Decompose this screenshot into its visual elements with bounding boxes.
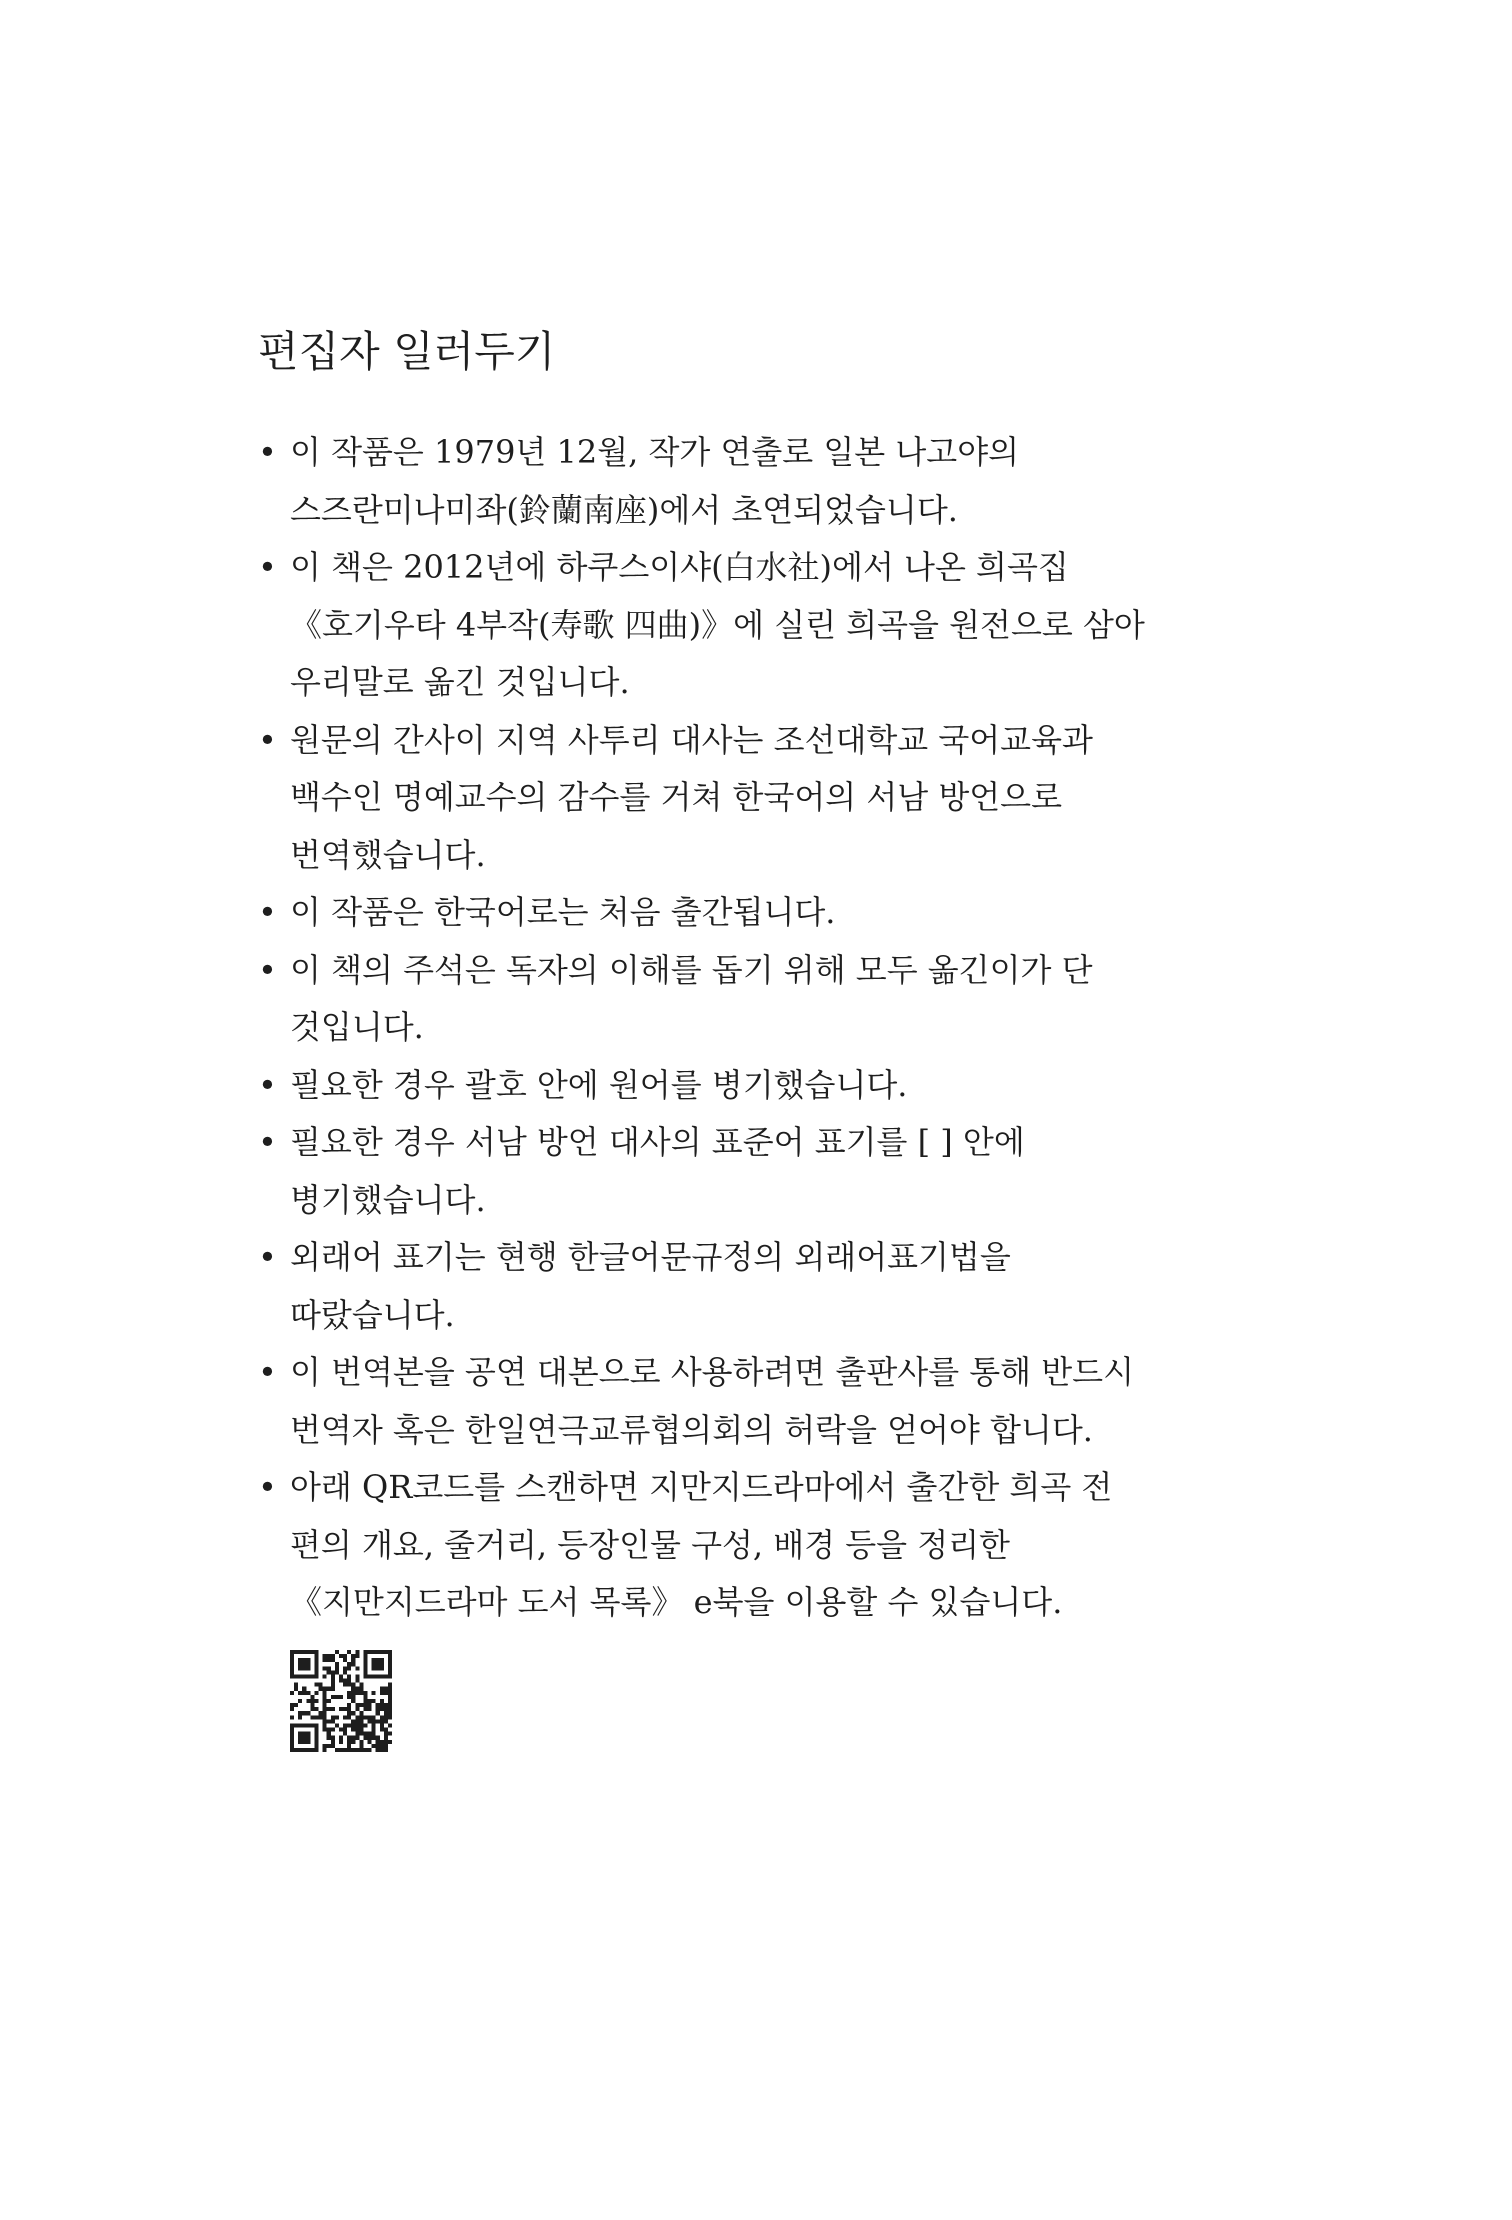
note-line: 필요한 경우 서남 방언 대사의 표준어 표기를 [ ] 안에 bbox=[290, 1123, 1025, 1161]
bullet-icon: • bbox=[258, 720, 277, 759]
qr-code-icon[interactable] bbox=[290, 1650, 392, 1752]
bullet-icon: • bbox=[258, 433, 277, 471]
note-line: 번역했습니다. bbox=[290, 835, 486, 874]
note-line: 원문의 간사이 지역 사투리 대사는 조선대학교 국어교육과 bbox=[290, 720, 1093, 759]
note-line: 《호기우타 4부작(寿歌 四曲)》에 실린 희곡을 원전으로 삼아 bbox=[290, 605, 1145, 644]
bullet-icon: • bbox=[258, 1353, 277, 1391]
note-item bbox=[258, 424, 1258, 539]
note-item bbox=[258, 1229, 1258, 1344]
note-line: 필요한 경우 괄호 안에 원어를 병기했습니다. bbox=[290, 1065, 908, 1104]
editor-notes-list bbox=[258, 424, 1258, 1632]
note-line: 병기했습니다. bbox=[290, 1180, 486, 1219]
note-line: 백수인 명예교수의 감수를 거쳐 한국어의 서남 방언으로 bbox=[290, 778, 1063, 816]
note-line: 우리말로 옮긴 것입니다. bbox=[290, 663, 630, 701]
bullet-icon: • bbox=[258, 1238, 277, 1276]
bullet-icon: • bbox=[258, 548, 277, 586]
note-line: 아래 QR코드를 스캔하면 지만지드라마에서 출간한 희곡 전 bbox=[290, 1468, 1113, 1506]
note-item bbox=[258, 1344, 1258, 1459]
note-line: 번역자 혹은 한일연극교류협의회의 허락을 얻어야 합니다. bbox=[290, 1410, 1093, 1449]
note-line: 스즈란미나미좌(鈴蘭南座)에서 초연되었습니다. bbox=[290, 490, 958, 529]
page-title: 편집자 일러두기 bbox=[258, 327, 556, 376]
note-line: 이 책은 2012년에 하쿠스이샤(白水社)에서 나온 희곡집 bbox=[290, 548, 1069, 586]
note-item bbox=[258, 1057, 1258, 1115]
bullet-icon: • bbox=[258, 1065, 277, 1104]
note-item bbox=[258, 1459, 1258, 1632]
note-line: 이 번역본을 공연 대본으로 사용하려면 출판사를 통해 반드시 bbox=[290, 1353, 1135, 1391]
note-item bbox=[258, 539, 1258, 712]
note-line: 따랐습니다. bbox=[290, 1295, 455, 1334]
note-item bbox=[258, 884, 1258, 942]
note-line: 이 작품은 1979년 12월, 작가 연출로 일본 나고야의 bbox=[290, 433, 1020, 471]
bullet-icon: • bbox=[258, 1468, 277, 1506]
note-line: 편의 개요, 줄거리, 등장인물 구성, 배경 등을 정리한 bbox=[290, 1525, 1010, 1564]
note-item bbox=[258, 942, 1258, 1057]
bullet-icon: • bbox=[258, 1123, 277, 1161]
note-item bbox=[258, 712, 1258, 885]
note-item bbox=[258, 1114, 1258, 1229]
note-line: 《지만지드라마 도서 목록》 e북을 이용할 수 있습니다. bbox=[290, 1583, 1063, 1621]
note-line: 외래어 표기는 현행 한글어문규정의 외래어표기법을 bbox=[290, 1238, 1011, 1276]
note-line: 것입니다. bbox=[290, 1008, 424, 1046]
note-line: 이 책의 주석은 독자의 이해를 돕기 위해 모두 옮긴이가 단 bbox=[290, 950, 1093, 989]
note-line: 이 작품은 한국어로는 처음 출간됩니다. bbox=[290, 893, 836, 931]
bullet-icon: • bbox=[258, 950, 277, 989]
bullet-icon: • bbox=[258, 893, 277, 931]
